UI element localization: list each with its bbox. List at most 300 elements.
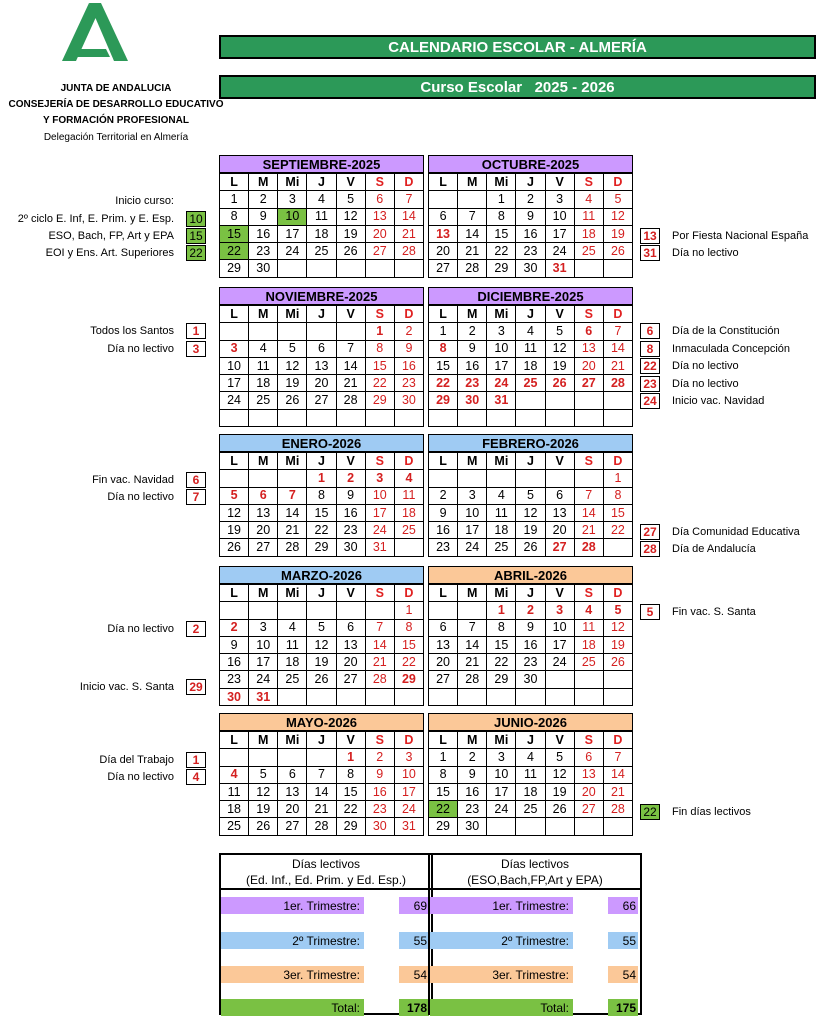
month-septiembre-2025 [219,155,424,278]
summary-subtitle: (ESO,Bach,FP,Art y EPA) [467,873,603,887]
day-cell: 16 [516,637,545,654]
day-cell: 9 [516,620,545,637]
day-cell: 1 [395,602,424,619]
day-cell: 25 [278,671,307,688]
day-cell: 9 [429,505,458,522]
day-cell: 27 [575,375,604,392]
weekday-header: V [337,453,366,470]
weekday-header: J [516,732,545,749]
day-cell: 20 [575,358,604,375]
org-delegation: Delegación Territorial en Almería [43,132,189,143]
empty-cell [575,410,604,427]
day-cell: 20 [429,654,458,671]
day-cell: 10 [546,209,575,226]
weekday-header: M [249,174,278,191]
day-cell: 25 [249,392,278,409]
weekday-header: Mi [278,453,307,470]
weekday-header: L [429,174,458,191]
day-cell: 16 [337,505,366,522]
note-day-box: 22 [186,245,206,261]
weekday-header: J [307,174,336,191]
org-department-2: Y FORMACIÓN PROFESIONAL [43,115,189,126]
weekday-header: M [458,306,487,323]
day-cell: 3 [278,191,307,208]
day-cell: 18 [516,784,545,801]
weekday-header: D [604,453,633,470]
day-cell: 21 [366,654,395,671]
day-cell: 26 [220,539,249,556]
weekday-header: V [337,306,366,323]
note-label: Día del Trabajo [99,754,174,766]
day-cell: 9 [366,767,395,784]
day-cell: 4 [220,767,249,784]
day-cell: 26 [249,818,278,835]
empty-cell [307,689,336,706]
note-label: Fin vac. S. Santa [672,606,756,618]
month-grid [219,173,424,278]
trimester-3-value: 54 [399,966,429,983]
day-cell: 4 [516,749,545,766]
empty-cell [220,602,249,619]
day-cell: 2 [458,323,487,340]
day-cell: 8 [220,209,249,226]
month-title: ENERO-2026 [219,434,424,452]
note-day-box: 8 [640,341,660,357]
day-cell: 26 [278,392,307,409]
empty-cell [220,410,249,427]
day-cell: 6 [429,209,458,226]
day-cell: 20 [249,522,278,539]
day-cell: 18 [278,654,307,671]
day-cell: 21 [278,522,307,539]
day-cell: 15 [487,226,516,243]
note-label: Inicio vac. Navidad [672,395,765,407]
empty-cell [429,689,458,706]
day-cell: 23 [220,671,249,688]
weekday-header: Mi [278,732,307,749]
day-cell: 24 [487,801,516,818]
weekday-header: Mi [487,585,516,602]
weekday-header: D [395,306,424,323]
day-cell: 12 [337,209,366,226]
empty-cell [487,818,516,835]
page-title: CALENDARIO ESCOLAR - ALMERÍA [219,35,816,59]
day-cell: 15 [220,226,249,243]
day-cell: 9 [458,341,487,358]
day-cell: 17 [278,226,307,243]
month-grid [219,305,424,427]
day-cell: 28 [307,818,336,835]
empty-cell [546,410,575,427]
day-cell: 3 [366,470,395,487]
day-cell: 21 [458,654,487,671]
empty-cell [458,191,487,208]
weekday-header: Mi [487,306,516,323]
empty-cell [516,818,545,835]
weekday-header: Mi [487,174,516,191]
day-cell: 6 [366,191,395,208]
weekday-header: M [249,585,278,602]
note-day-box: 27 [640,524,660,540]
day-cell: 22 [395,654,424,671]
day-cell: 10 [220,358,249,375]
day-cell: 19 [516,522,545,539]
note-label: Inicio curso: [115,195,174,207]
trimester-3-value: 54 [608,966,638,983]
day-cell: 8 [429,341,458,358]
day-cell: 10 [458,505,487,522]
empty-cell [337,323,366,340]
day-cell: 16 [458,358,487,375]
day-cell: 28 [395,243,424,260]
day-cell: 10 [366,488,395,505]
summary-title: Días lectivos [291,857,361,871]
month-enero-2026 [219,434,424,557]
empty-cell [575,689,604,706]
day-cell: 7 [366,620,395,637]
weekday-header: S [366,585,395,602]
day-cell: 7 [575,488,604,505]
trimester-1-value: 69 [399,897,429,914]
note-label: Día no lectivo [672,247,739,259]
day-cell: 29 [366,392,395,409]
day-cell: 27 [366,243,395,260]
day-cell: 12 [604,209,633,226]
day-cell: 5 [278,341,307,358]
trimester-1-label: 1er. Trimestre: [221,897,364,914]
day-cell: 18 [516,358,545,375]
day-cell: 8 [307,488,336,505]
month-grid [219,584,424,706]
empty-cell [307,602,336,619]
day-cell: 26 [604,654,633,671]
month-abril-2026 [428,566,633,706]
day-cell: 3 [249,620,278,637]
day-cell: 4 [249,341,278,358]
note-label: Día no lectivo [107,491,174,503]
day-cell: 10 [487,341,516,358]
day-cell: 21 [337,375,366,392]
empty-cell [604,260,633,277]
day-cell: 24 [546,243,575,260]
day-cell: 3 [487,749,516,766]
day-cell: 16 [395,358,424,375]
day-cell: 14 [366,637,395,654]
day-cell: 18 [220,801,249,818]
day-cell: 29 [429,818,458,835]
day-cell: 3 [546,602,575,619]
note-day-box: 6 [186,472,206,488]
month-title: DICIEMBRE-2025 [428,287,633,305]
day-cell: 6 [575,749,604,766]
day-cell: 24 [249,671,278,688]
day-cell: 31 [249,689,278,706]
empty-cell [458,602,487,619]
empty-cell [546,470,575,487]
day-cell: 20 [337,654,366,671]
day-cell: 5 [546,323,575,340]
day-cell: 24 [546,654,575,671]
empty-cell [575,392,604,409]
day-cell: 1 [487,602,516,619]
day-cell: 17 [249,654,278,671]
note-label: Todos los Santos [90,325,174,337]
month-diciembre-2025 [428,287,633,427]
day-cell: 9 [220,637,249,654]
weekday-header: S [366,732,395,749]
weekday-header: D [604,585,633,602]
weekday-header: J [307,306,336,323]
empty-cell [429,410,458,427]
day-cell: 25 [395,522,424,539]
day-cell: 27 [546,539,575,556]
weekday-header: L [429,732,458,749]
trimester-2-value: 55 [399,932,429,949]
empty-cell [429,602,458,619]
day-cell: 30 [458,818,487,835]
note-day-box: 22 [640,358,660,374]
day-cell: 7 [458,209,487,226]
day-cell: 28 [575,539,604,556]
day-cell: 28 [604,801,633,818]
empty-cell [337,689,366,706]
day-cell: 26 [546,375,575,392]
day-cell: 16 [429,522,458,539]
day-cell: 7 [395,191,424,208]
empty-cell [249,749,278,766]
day-cell: 17 [366,505,395,522]
day-cell: 13 [249,505,278,522]
day-cell: 8 [395,620,424,637]
empty-cell [366,260,395,277]
day-cell: 5 [307,620,336,637]
weekday-header: S [575,306,604,323]
day-cell: 15 [429,784,458,801]
weekday-header: L [429,306,458,323]
weekday-header: J [516,585,545,602]
day-cell: 7 [458,620,487,637]
day-cell: 14 [458,637,487,654]
day-cell: 6 [278,767,307,784]
note-day-box: 28 [640,541,660,557]
weekday-header: V [337,174,366,191]
note-label: Día Comunidad Educativa [672,526,800,538]
day-cell: 23 [516,243,545,260]
month-febrero-2026 [428,434,633,557]
junta-andalucia-logo [62,3,128,61]
day-cell: 17 [546,637,575,654]
day-cell: 20 [278,801,307,818]
day-cell: 30 [366,818,395,835]
weekday-header: V [546,453,575,470]
day-cell: 22 [307,522,336,539]
day-cell: 8 [429,767,458,784]
day-cell: 25 [575,654,604,671]
month-noviembre-2025 [219,287,424,427]
empty-cell [458,470,487,487]
day-cell: 21 [604,784,633,801]
weekday-header: L [429,453,458,470]
day-cell: 6 [307,341,336,358]
day-cell: 20 [366,226,395,243]
day-cell: 14 [604,341,633,358]
month-title: MAYO-2026 [219,713,424,731]
weekday-header: V [546,306,575,323]
month-title: OCTUBRE-2025 [428,155,633,173]
day-cell: 23 [249,243,278,260]
day-cell: 12 [604,620,633,637]
weekday-header: J [307,585,336,602]
day-cell: 17 [220,375,249,392]
day-cell: 1 [604,470,633,487]
empty-cell [307,410,336,427]
note-day-box: 3 [186,341,206,357]
day-cell: 3 [395,749,424,766]
note-label: ESO, Bach, FP, Art y EPA [48,230,174,242]
weekday-header: Mi [278,585,307,602]
day-cell: 11 [487,505,516,522]
day-cell: 18 [487,522,516,539]
total-label: Total: [430,999,573,1016]
note-day-box: 24 [640,393,660,409]
month-title: MARZO-2026 [219,566,424,584]
weekday-header: J [516,306,545,323]
day-cell: 1 [220,191,249,208]
day-cell: 28 [604,375,633,392]
weekday-header: J [307,732,336,749]
month-title: SEPTIEMBRE-2025 [219,155,424,173]
day-cell: 18 [249,375,278,392]
day-cell: 11 [220,784,249,801]
day-cell: 3 [487,323,516,340]
day-cell: 13 [546,505,575,522]
empty-cell [575,818,604,835]
day-cell: 3 [546,191,575,208]
month-title: NOVIEMBRE-2025 [219,287,424,305]
day-cell: 31 [395,818,424,835]
weekday-header: S [575,585,604,602]
month-grid [428,731,633,836]
day-cell: 19 [249,801,278,818]
day-cell: 6 [575,323,604,340]
empty-cell [604,689,633,706]
day-cell: 5 [604,602,633,619]
empty-cell [516,410,545,427]
day-cell: 6 [546,488,575,505]
day-cell: 5 [604,191,633,208]
day-cell: 13 [337,637,366,654]
month-grid [428,173,633,278]
empty-cell [604,539,633,556]
day-cell: 21 [395,226,424,243]
day-cell: 2 [516,602,545,619]
empty-cell [395,410,424,427]
day-cell: 25 [516,375,545,392]
weekday-header: Mi [278,174,307,191]
day-cell: 15 [429,358,458,375]
empty-cell [516,392,545,409]
day-cell: 6 [337,620,366,637]
empty-cell [575,470,604,487]
note-day-box: 6 [640,323,660,339]
day-cell: 5 [220,488,249,505]
day-cell: 22 [220,243,249,260]
empty-cell [429,191,458,208]
empty-cell [546,671,575,688]
trimester-2-label: 2º Trimestre: [430,932,573,949]
day-cell: 5 [337,191,366,208]
day-cell: 25 [220,818,249,835]
day-cell: 29 [487,260,516,277]
empty-cell [337,602,366,619]
day-cell: 13 [575,341,604,358]
note-label: Inmaculada Concepción [672,343,791,355]
empty-cell [458,410,487,427]
day-cell: 9 [516,209,545,226]
weekday-header: J [307,453,336,470]
day-cell: 17 [395,784,424,801]
day-cell: 9 [337,488,366,505]
weekday-header: V [546,174,575,191]
day-cell: 16 [366,784,395,801]
day-cell: 27 [429,260,458,277]
empty-cell [278,470,307,487]
day-cell: 23 [366,801,395,818]
empty-cell [249,470,278,487]
day-cell: 15 [307,505,336,522]
weekday-header: V [546,585,575,602]
day-cell: 8 [337,767,366,784]
day-cell: 11 [516,341,545,358]
weekday-header: S [366,453,395,470]
empty-cell [516,689,545,706]
month-title: ABRIL-2026 [428,566,633,584]
empty-cell [366,689,395,706]
day-cell: 23 [395,375,424,392]
note-label: Día no lectivo [107,623,174,635]
day-cell: 1 [307,470,336,487]
day-cell: 7 [604,749,633,766]
day-cell: 13 [429,226,458,243]
day-cell: 7 [307,767,336,784]
day-cell: 12 [220,505,249,522]
day-cell: 19 [278,375,307,392]
empty-cell [278,602,307,619]
note-day-box: 1 [186,323,206,339]
day-cell: 4 [307,191,336,208]
empty-cell [429,470,458,487]
day-cell: 2 [249,191,278,208]
weekday-header: D [395,174,424,191]
day-cell: 24 [220,392,249,409]
empty-cell [604,410,633,427]
empty-cell [366,410,395,427]
day-cell: 24 [458,539,487,556]
month-grid [428,584,633,706]
day-cell: 29 [307,539,336,556]
empty-cell [575,671,604,688]
day-cell: 5 [546,749,575,766]
weekday-header: L [220,306,249,323]
day-cell: 26 [516,539,545,556]
weekday-header: L [220,174,249,191]
day-cell: 26 [604,243,633,260]
note-day-box: 15 [186,228,206,244]
month-octubre-2025 [428,155,633,278]
note-day-box: 13 [640,228,660,244]
day-cell: 30 [395,392,424,409]
day-cell: 30 [458,392,487,409]
